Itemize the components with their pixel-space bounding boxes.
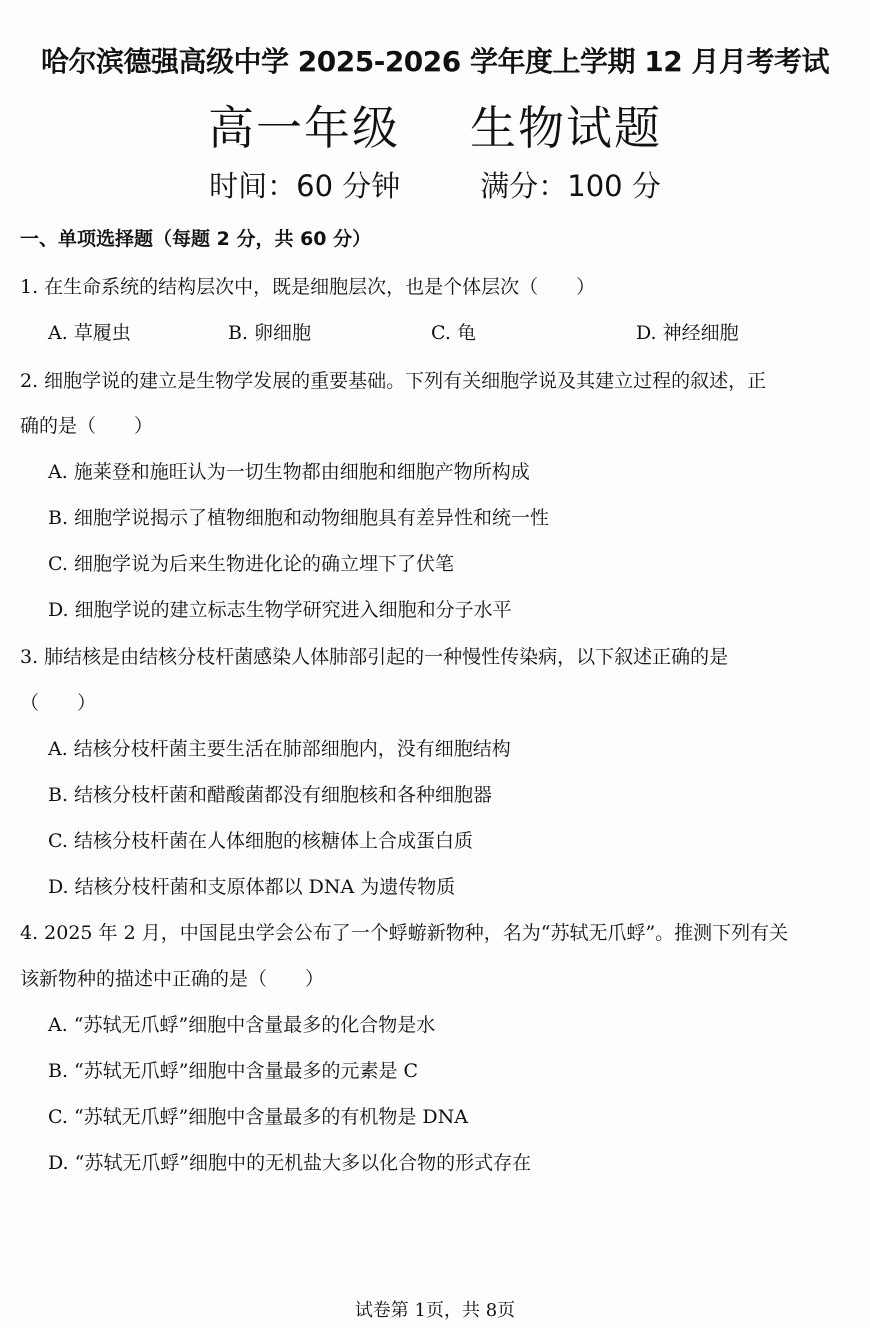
exam-title — [0, 92, 870, 158]
time-label: 时间：60 分钟 — [209, 169, 401, 203]
question-4-stem-line-2: 该新物种的描述中正确的是（ ） — [20, 968, 325, 990]
question-3-option-c: C. 结核分枝杆菌在人体细胞的核糖体上合成蛋白质 — [48, 830, 473, 852]
school-exam-title: 哈尔滨德强高级中学 2025-2026 学年度上学期 12 月月考考试 — [41, 45, 829, 78]
section-heading: 一、单项选择题（每题 2 分，共 60 分） — [20, 228, 372, 250]
question-2-option-c: C. 细胞学说为后来生物进化论的确立埋下了伏笔 — [48, 553, 454, 575]
question-4-option-c: C. “苏轼无爪蜉”细胞中含量最多的有机物是 DNA — [48, 1106, 468, 1128]
question-1-option-c: C. 龟 — [431, 322, 476, 344]
question-3-stem-line-1: 3. 肺结核是由结核分枝杆菌感染人体肺部引起的一种慢性传染病，以下叙述正确的是 — [20, 646, 729, 668]
question-2-option-b: B. 细胞学说揭示了植物细胞和动物细胞具有差异性和统一性 — [48, 507, 550, 529]
question-1-option-b: B. 卵细胞 — [228, 322, 312, 344]
question-2-option-d: D. 细胞学说的建立标志生物学研究进入细胞和分子水平 — [48, 599, 512, 621]
question-3-stem-line-2: （ ） — [20, 692, 97, 714]
question-4-option-d: D. “苏轼无爪蜉”细胞中的无机盐大多以化合物的形式存在 — [48, 1152, 532, 1174]
question-3-option-a: A. 结核分枝杆菌主要生活在肺部细胞内，没有细胞结构 — [48, 738, 511, 760]
question-1-option-d: D. 神经细胞 — [636, 322, 739, 344]
score-label: 满分：100 分 — [480, 169, 661, 203]
question-2-stem-line-2: 确的是（ ） — [20, 415, 154, 437]
question-1-option-a: A. 草履虫 — [48, 322, 131, 344]
question-4-stem-line-1: 4. 2025 年 2 月，中国昆虫学会公布了一个蜉蝣新物种，名为“苏轼无爪蜉”。推测下列有关 — [20, 922, 789, 944]
question-4-option-a: A. “苏轼无爪蜉”细胞中含量最多的化合物是水 — [48, 1014, 436, 1036]
grade-label: 高一年级 — [208, 101, 400, 155]
question-1-stem: 1. 在生命系统的结构层次中，既是细胞层次，也是个体层次（ ） — [20, 276, 596, 298]
question-3-option-b: B. 结核分枝杆菌和醋酸菌都没有细胞核和各种细胞器 — [48, 784, 493, 806]
page-footer: 试卷第 1页，共 8页 — [354, 1300, 516, 1321]
question-3-option-d: D. 结核分枝杆菌和支原体都以 DNA 为遗传物质 — [48, 876, 456, 898]
question-2-stem-line-1: 2. 细胞学说的建立是生物学发展的重要基础。下列有关细胞学说及其建立过程的叙述，正 — [20, 370, 767, 392]
subject-label: 生物试题 — [470, 101, 662, 155]
exam-meta — [0, 164, 870, 205]
question-1-options — [48, 318, 739, 345]
question-4-option-b: B. “苏轼无爪蜉”细胞中含量最多的元素是 C — [48, 1060, 419, 1082]
question-2-option-a: A. 施莱登和施旺认为一切生物都由细胞和细胞产物所构成 — [48, 461, 530, 483]
